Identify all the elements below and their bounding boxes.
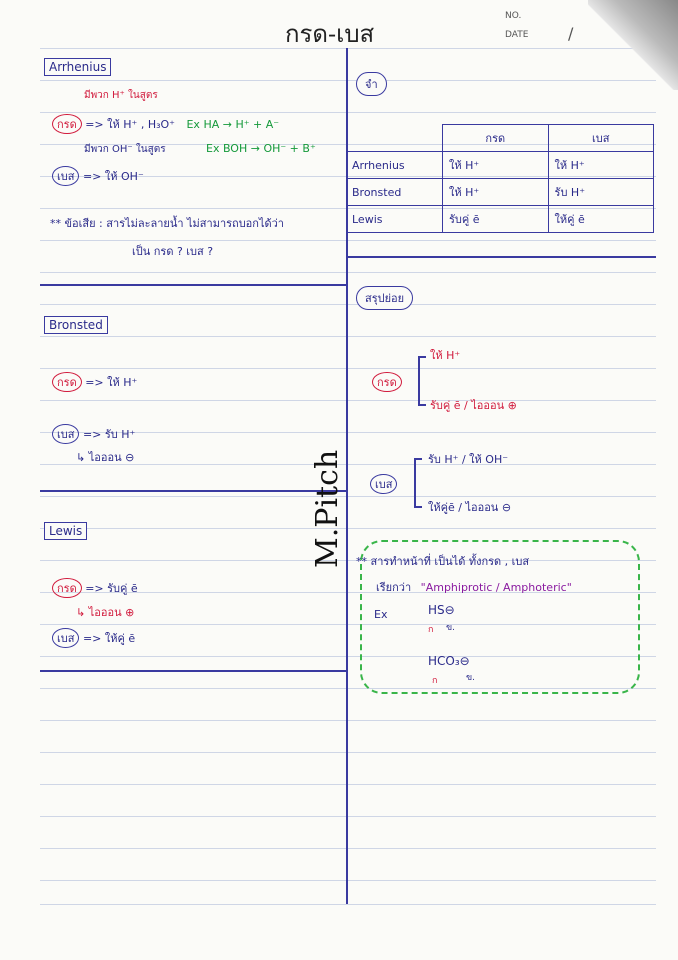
bronsted-base-row (52, 424, 135, 444)
acid-label: กรด (52, 372, 82, 392)
amphi-ex-2-a: ก (432, 676, 438, 686)
section-divider (40, 670, 346, 672)
ruled-line (40, 240, 656, 241)
lewis-base-line: => ให้คู่ ē (82, 632, 136, 645)
amphi-ex-2: HCO₃⊖ (428, 654, 470, 668)
table-row (346, 206, 654, 233)
cell-acid: รับคู่ ē (443, 206, 549, 233)
amphi-term: "Amphiprotic / Amphoteric" (420, 581, 572, 594)
section-divider (40, 284, 346, 286)
bottom-line (40, 904, 656, 905)
heading-lewis: Lewis (44, 522, 87, 540)
ruled-line (40, 848, 656, 849)
author-signature: M.Pitch (310, 449, 345, 568)
ruled-line (40, 80, 656, 81)
page-curl (588, 0, 678, 90)
bracket (418, 356, 426, 406)
row-name: Arrhenius (346, 152, 443, 179)
arrhenius-acid-row (52, 114, 279, 134)
bronsted-base-line: => รับ H⁺ (82, 428, 136, 441)
amphi-line-2 (376, 578, 572, 596)
heading-bronsted: Bronsted (44, 316, 108, 334)
lewis-acid-line: => รับคู่ ē (85, 582, 138, 595)
summary-acid-label (372, 372, 402, 392)
amphi-ex-2-b: ข. (466, 673, 476, 683)
arrhenius-acid-line: => ให้ H⁺ , H₃O⁺ (85, 118, 175, 131)
ruled-line (40, 816, 656, 817)
no-label: NO. (505, 11, 522, 21)
table-row (346, 179, 654, 206)
ruled-line (40, 112, 656, 113)
arrhenius-base-note: มีพวก OH⁻ ในสูตร (84, 144, 166, 155)
ruled-line (40, 304, 656, 305)
summary-base-1: รับ H⁺ / ให้ OH⁻ (428, 453, 509, 466)
bronsted-acid-row (52, 372, 137, 392)
amphi-ex-1: HS⊖ (428, 603, 455, 617)
table-row (346, 152, 654, 179)
summary-acid-2: รับคู่ ē / ไอออน ⊕ (430, 399, 517, 412)
ruled-line (40, 272, 656, 273)
bronsted-acid-line: => ให้ H⁺ (85, 376, 138, 389)
amphi-prefix: เรียกว่า (376, 581, 412, 594)
base-label: เบส (370, 474, 397, 494)
base-label: เบส (52, 424, 79, 444)
amphi-ex-1-a: ก (428, 625, 434, 635)
cell-acid: ให้ H⁺ (443, 179, 549, 206)
arrhenius-base-line: => ให้ OH⁻ (82, 170, 144, 183)
ruled-line (40, 752, 656, 753)
cell-base: รับ H⁺ (548, 179, 653, 206)
cell-base: ให้ H⁺ (548, 152, 653, 179)
arrhenius-drawback-1: ** ข้อเสีย : สารไม่ละลายน้ำ ไม่สามารถบอกได้ว่า (50, 217, 284, 230)
ruled-line (40, 368, 656, 369)
bronsted-base-sub: ↳ ไอออน ⊖ (76, 451, 135, 464)
comparison-table (346, 124, 654, 233)
acid-label: กรด (52, 578, 82, 598)
ruled-line (40, 784, 656, 785)
summary-base-2: ให้คู่ē / ไอออน ⊖ (428, 501, 512, 514)
acid-label: กรด (52, 114, 82, 134)
ruled-line (40, 720, 656, 721)
lewis-base-row (52, 628, 135, 648)
ruled-line (40, 496, 656, 497)
arrhenius-base-example: Ex BOH → OH⁻ + B⁺ (206, 142, 316, 155)
amphi-ex-label: Ex (374, 608, 388, 621)
summary-base-label (370, 474, 397, 494)
section-divider (346, 256, 656, 258)
arrhenius-base-row (52, 166, 144, 186)
lewis-acid-row (52, 578, 138, 598)
ruled-line (40, 336, 656, 337)
acid-label: กรด (372, 372, 402, 392)
date-label: DATE (505, 30, 529, 40)
base-label: เบส (52, 628, 79, 648)
cell-acid: ให้ H⁺ (443, 152, 549, 179)
column-header-acid: กรด (443, 125, 549, 152)
table-header-row (346, 125, 654, 152)
section-divider (40, 490, 346, 492)
arrhenius-acid-example: Ex HA → H⁺ + A⁻ (186, 118, 280, 131)
column-header-base: เบส (548, 125, 653, 152)
ruled-line (40, 400, 656, 401)
arrhenius-acid-note: มีพวก H⁺ ในสูตร (84, 90, 158, 101)
row-name: Lewis (346, 206, 443, 233)
ruled-line (40, 880, 656, 881)
amphi-ex-1-b: ข. (446, 623, 456, 633)
bracket (414, 458, 422, 508)
remember-bubble: จำ (356, 72, 387, 96)
cell-base: ให้คู่ ē (548, 206, 653, 233)
page-title: กรด-เบส (285, 20, 375, 48)
table-corner (346, 125, 443, 152)
amphi-line-1: ** สารทำหน้าที่ เป็นได้ ทั้งกรด , เบส (356, 555, 530, 568)
date-slash: / (568, 24, 574, 43)
arrhenius-drawback-2: เป็น กรด ? เบส ? (132, 245, 214, 258)
heading-arrhenius: Arrhenius (44, 58, 111, 76)
base-label: เบส (52, 166, 79, 186)
row-name: Bronsted (346, 179, 443, 206)
summary-acid-1: ให้ H⁺ (430, 349, 461, 362)
lewis-acid-sub: ↳ ไอออน ⊕ (76, 606, 135, 619)
summary-bubble: สรุปย่อย (356, 286, 413, 310)
ruled-line (40, 528, 656, 529)
